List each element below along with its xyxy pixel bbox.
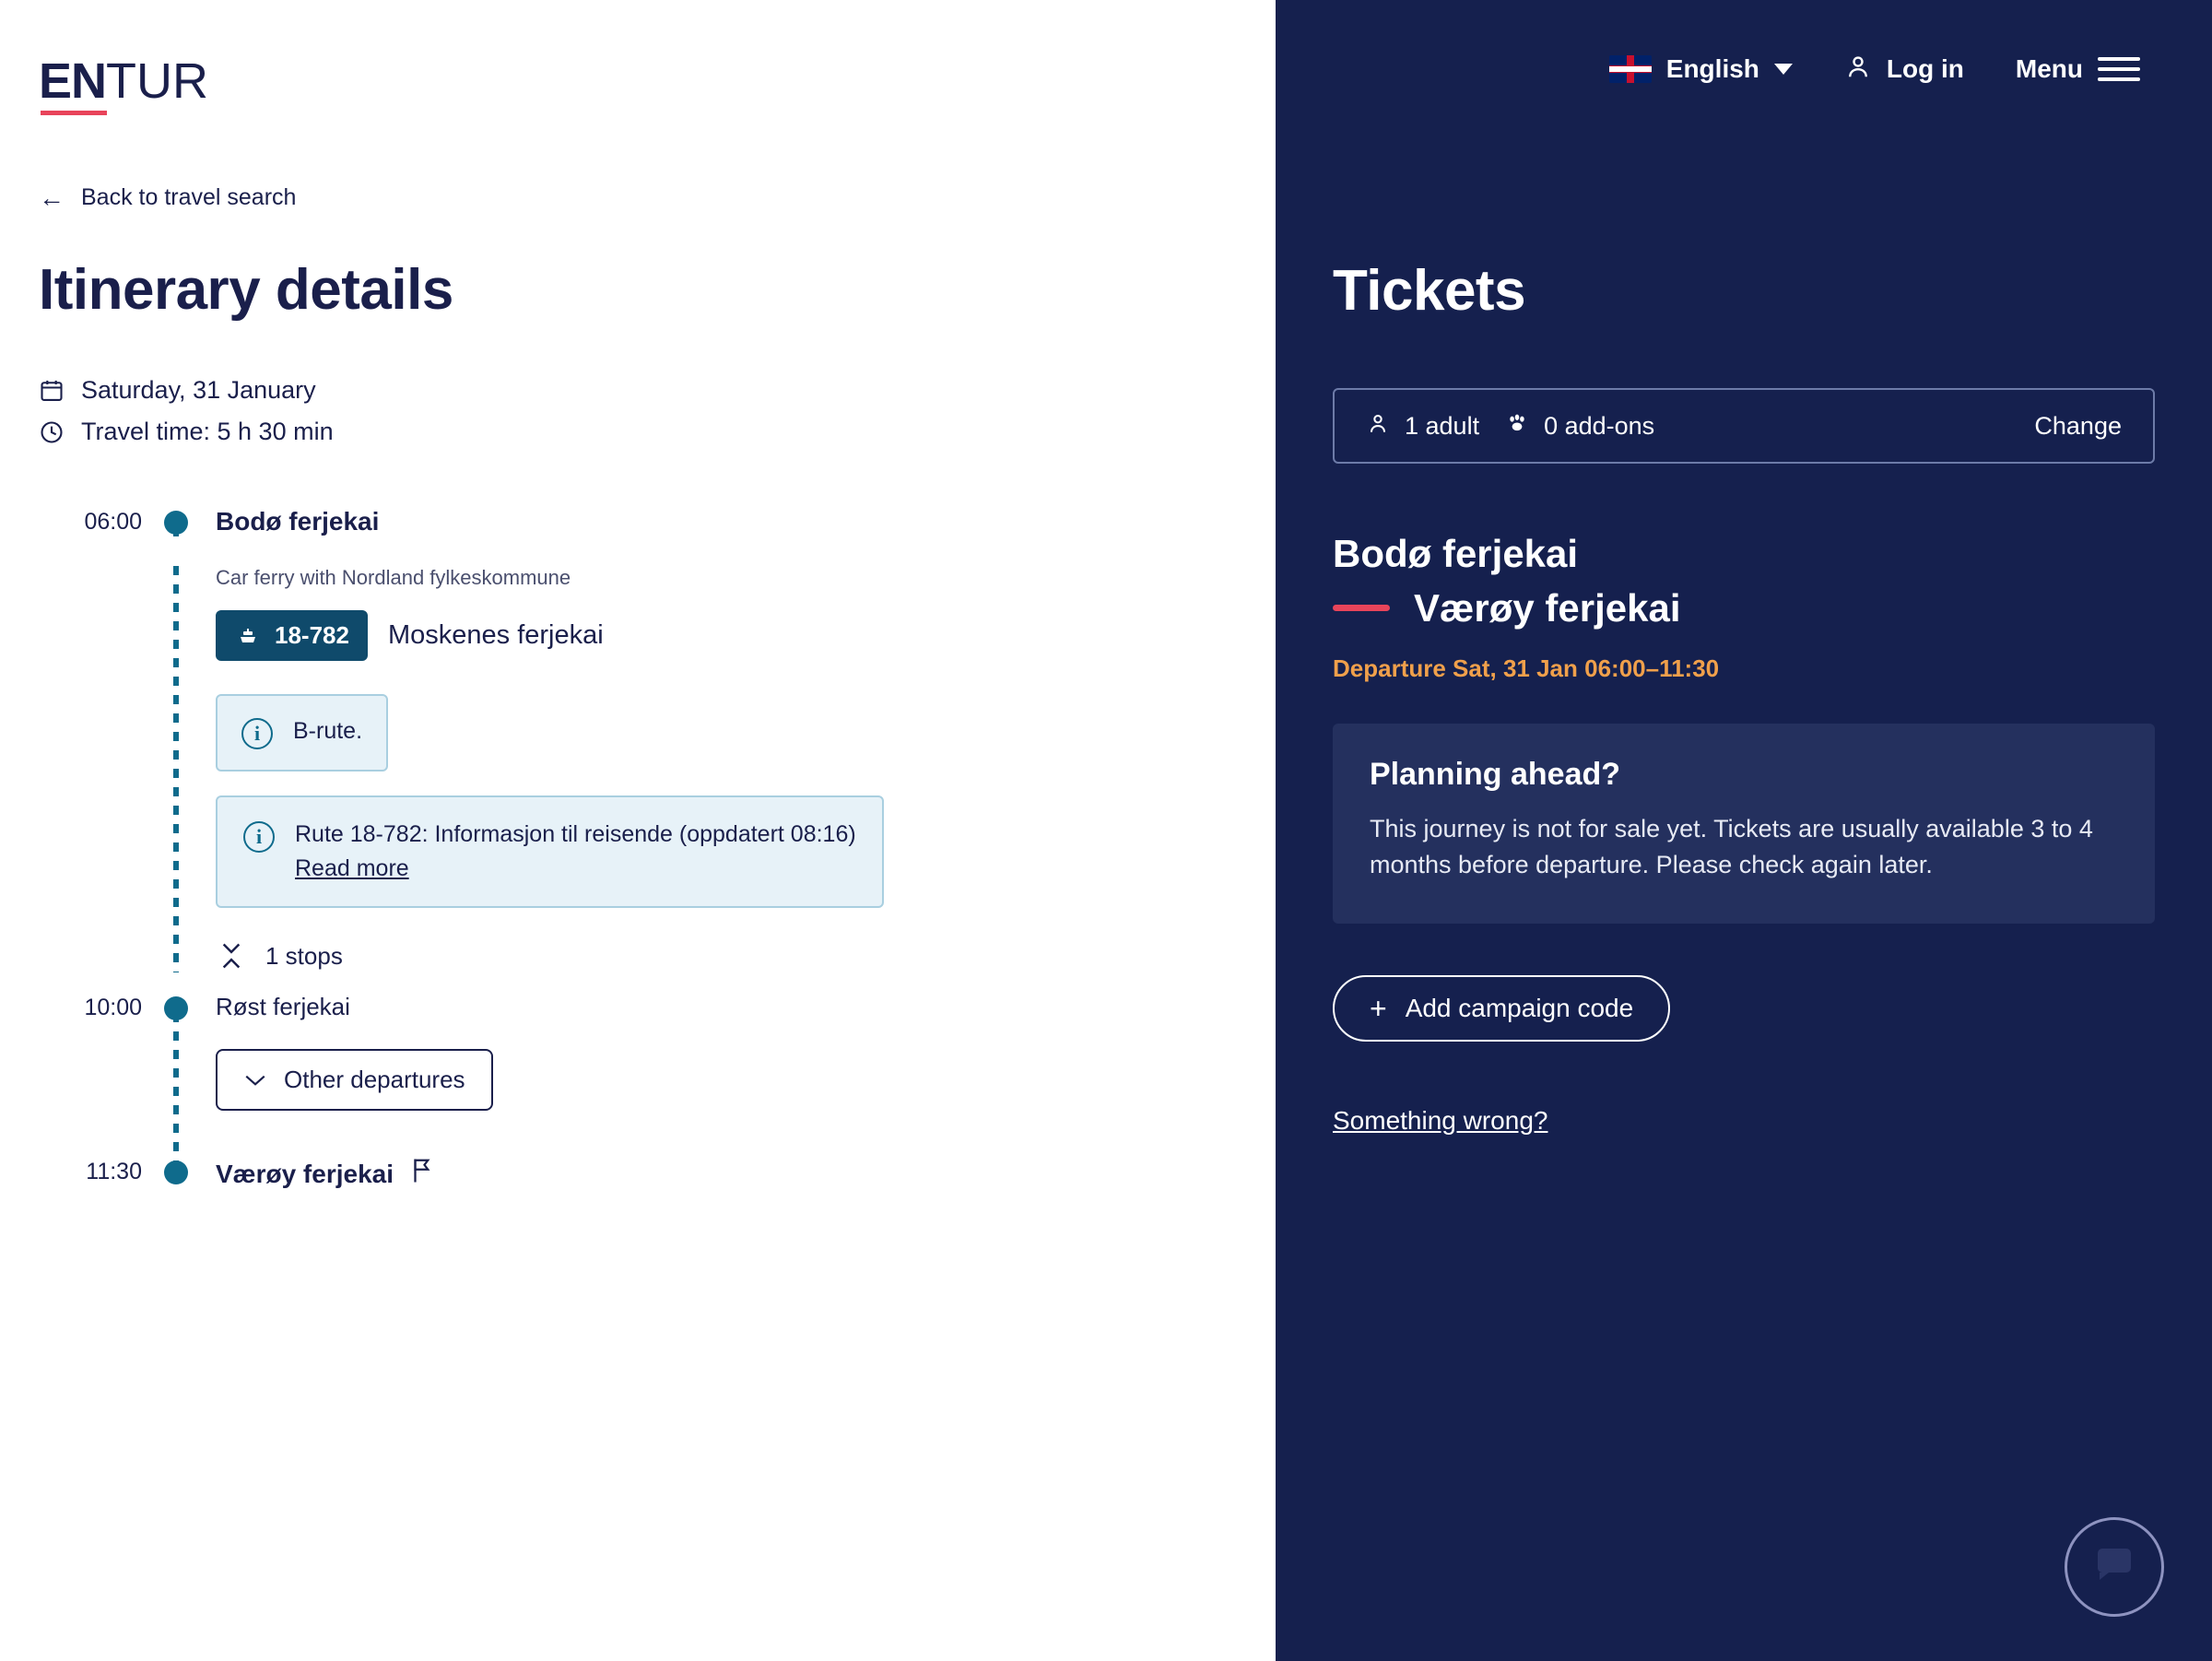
chevron-down-icon xyxy=(1774,64,1793,75)
planning-ahead-card xyxy=(1333,724,2155,924)
timeline-arrival-row xyxy=(39,1157,1276,1189)
chat-support-button[interactable] xyxy=(2065,1517,2164,1617)
origin-content xyxy=(195,507,1276,536)
expand-collapse-icon xyxy=(216,939,247,972)
line-row xyxy=(216,610,1276,661)
timeline-intermediate-row xyxy=(39,993,1276,1021)
notice-long-text: Rute 18-782: Informasjon til reisende (oppdatert 08:16) xyxy=(295,821,856,847)
route-to-row xyxy=(1333,586,2155,630)
stops-toggle[interactable] xyxy=(216,939,343,972)
planning-ahead-body: This journey is not for sale yet. Tickets are usually available 3 to 4 months before departure. Please check again later. xyxy=(1370,814,2093,878)
entur-logo[interactable] xyxy=(39,55,241,120)
uk-flag-icon xyxy=(1609,55,1652,83)
plus-icon: + xyxy=(1370,991,1387,1025)
addon-count: 0 add-ons xyxy=(1544,411,1655,440)
back-to-travel-search-link[interactable] xyxy=(39,184,296,211)
intermediate-time: 10:00 xyxy=(84,995,142,1020)
notice-short-text: B-rute. xyxy=(293,718,363,744)
ferry-icon xyxy=(234,625,262,647)
itinerary-traveltime-row xyxy=(39,418,1276,446)
other-departures-label: Other departures xyxy=(284,1066,465,1093)
intermediate-content xyxy=(195,993,1276,1021)
route-from: Bodø ferjekai xyxy=(1333,532,1579,575)
login-button[interactable] xyxy=(1844,53,1964,87)
departure-info: Departure Sat, 31 Jan 06:00–11:30 xyxy=(1333,654,1720,682)
route-to: Værøy ferjekai xyxy=(1414,585,1681,630)
back-link-label: Back to travel search xyxy=(81,184,297,210)
change-passengers-button[interactable]: Change xyxy=(2034,411,2122,440)
person-icon xyxy=(1366,411,1390,442)
arrow-left-icon: ← xyxy=(39,183,65,212)
arrival-content xyxy=(195,1157,1276,1189)
language-selector[interactable] xyxy=(1609,54,1793,84)
logo-text-en: EN xyxy=(39,53,107,109)
operator-label: Car ferry with Nordland fylkeskommune xyxy=(216,566,571,589)
timeline-axis-intermediate xyxy=(159,993,195,1021)
logo-text xyxy=(39,55,241,107)
timeline-origin-row xyxy=(39,507,1276,536)
something-wrong-link[interactable]: Something wrong? xyxy=(1333,1105,1548,1135)
menu-label: Menu xyxy=(2015,54,2083,83)
timeline-dot-icon xyxy=(164,1160,188,1184)
tickets-panel xyxy=(1276,0,2212,1661)
tickets-title: Tickets xyxy=(1333,259,1526,323)
info-icon: i xyxy=(241,718,273,749)
passenger-selector[interactable] xyxy=(1333,388,2155,464)
intermediate-stop-name: Røst ferjekai xyxy=(216,993,350,1020)
calendar-icon xyxy=(39,378,65,404)
timeline-dashed-line xyxy=(173,1013,179,1169)
destination-sign: Moskenes ferjekai xyxy=(387,620,604,650)
timeline-dashed-line xyxy=(173,527,179,546)
other-departures-button[interactable] xyxy=(216,1049,493,1111)
hamburger-icon xyxy=(2098,57,2140,81)
adult-count: 1 adult xyxy=(1405,411,1480,440)
passenger-summary xyxy=(1366,411,1654,442)
finish-flag-icon xyxy=(410,1157,434,1189)
route-dash-icon xyxy=(1333,605,1390,611)
add-campaign-code-button[interactable] xyxy=(1333,975,1670,1042)
read-more-link[interactable]: Read more xyxy=(295,855,409,881)
language-label: English xyxy=(1665,54,1759,83)
campaign-button-label: Add campaign code xyxy=(1405,993,1634,1022)
origin-time: 06:00 xyxy=(84,509,142,535)
paw-icon xyxy=(1505,411,1529,442)
arrival-stop-name: Værøy ferjekai xyxy=(216,1160,394,1188)
itinerary-date-row xyxy=(39,376,1276,405)
menu-button[interactable] xyxy=(2016,54,2140,84)
clock-icon xyxy=(39,419,65,445)
planning-ahead-heading: Planning ahead? xyxy=(1370,756,1621,792)
arrival-time: 11:30 xyxy=(86,1159,142,1184)
itinerary-timeline xyxy=(39,507,1276,1189)
line-badge[interactable] xyxy=(216,610,368,661)
top-navigation xyxy=(1333,0,2155,138)
logo-underline xyxy=(41,111,107,115)
notice-short xyxy=(216,694,388,772)
leg-details xyxy=(39,566,1276,972)
line-number: 18-782 xyxy=(275,621,349,649)
origin-stop-name: Bodø ferjekai xyxy=(216,507,380,536)
chat-icon xyxy=(2092,1543,2136,1592)
notice-long xyxy=(216,795,884,908)
login-label: Log in xyxy=(1886,54,1964,83)
info-icon: i xyxy=(243,821,275,853)
stops-count-label: 1 stops xyxy=(265,941,343,970)
logo-text-tur: TUR xyxy=(106,53,208,109)
timeline-dashed-line-leg xyxy=(173,566,179,972)
timeline-axis-arrival xyxy=(159,1157,195,1189)
itinerary-date: Saturday, 31 January xyxy=(81,376,316,404)
itinerary-travel-time: Travel time: 5 h 30 min xyxy=(81,418,334,445)
chevron-down-icon xyxy=(243,1066,267,1094)
timeline-axis-origin xyxy=(159,507,195,536)
person-icon xyxy=(1844,53,1872,87)
page-title: Itinerary details xyxy=(39,258,453,322)
notice-long-text-wrap xyxy=(295,819,856,884)
